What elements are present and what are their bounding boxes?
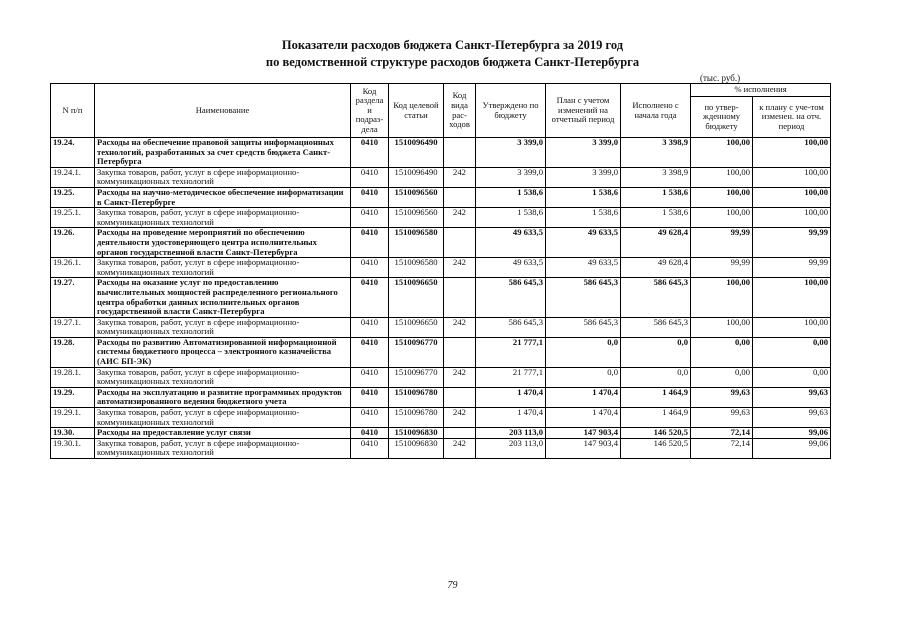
cell-done: 1 538,6 <box>621 208 691 228</box>
cell-vid: 242 <box>444 408 476 428</box>
cell-razdel: 0410 <box>351 278 389 317</box>
cell-statya: 1510096580 <box>389 258 444 278</box>
cell-razdel: 0410 <box>351 387 389 407</box>
cell-num: 19.26.1. <box>51 258 95 278</box>
cell-pct-plan: 100,00 <box>753 187 831 207</box>
cell-plan: 1 470,4 <box>546 387 621 407</box>
cell-vid <box>444 337 476 367</box>
cell-razdel: 0410 <box>351 337 389 367</box>
page-number: 79 <box>447 580 458 591</box>
cell-approved: 49 633,5 <box>476 228 546 258</box>
cell-approved: 586 645,3 <box>476 317 546 337</box>
cell-statya: 1510096770 <box>389 367 444 387</box>
cell-num: 19.28.1. <box>51 367 95 387</box>
cell-vid <box>444 428 476 439</box>
cell-name: Расходы на проведение мероприятий по обеспечению деятельности удостоверяющего центра исполнительных органов государственной власти Санкт-Петербурга <box>95 228 351 258</box>
cell-statya: 1510096830 <box>389 438 444 458</box>
cell-pct-plan: 99,06 <box>753 428 831 439</box>
cell-name: Расходы на предоставление услуг связи <box>95 428 351 439</box>
cell-done: 49 628,4 <box>621 258 691 278</box>
cell-pct-plan: 99,63 <box>753 408 831 428</box>
header-plan: План с учетом изменений на отчетный период <box>546 84 621 138</box>
cell-razdel: 0410 <box>351 367 389 387</box>
cell-approved: 49 633,5 <box>476 258 546 278</box>
header-pct-plan: к плану с уче-том изменен. на отч. период <box>753 97 831 138</box>
table-row <box>51 367 831 387</box>
cell-done: 146 520,5 <box>621 438 691 458</box>
cell-num: 19.28. <box>51 337 95 367</box>
cell-pct-budget: 72,14 <box>691 428 753 439</box>
table-row <box>51 387 831 407</box>
cell-vid <box>444 228 476 258</box>
cell-pct-plan: 99,06 <box>753 438 831 458</box>
cell-pct-budget: 100,00 <box>691 278 753 317</box>
cell-pct-budget: 100,00 <box>691 208 753 228</box>
cell-num: 19.27.1. <box>51 317 95 337</box>
cell-statya: 1510096560 <box>389 208 444 228</box>
cell-statya: 1510096770 <box>389 337 444 367</box>
cell-done: 586 645,3 <box>621 317 691 337</box>
cell-num: 19.30. <box>51 428 95 439</box>
cell-plan: 3 399,0 <box>546 138 621 168</box>
cell-approved: 203 113,0 <box>476 428 546 439</box>
cell-vid <box>444 278 476 317</box>
cell-num: 19.29. <box>51 387 95 407</box>
cell-vid: 242 <box>444 208 476 228</box>
cell-pct-budget: 72,14 <box>691 438 753 458</box>
cell-done: 146 520,5 <box>621 428 691 439</box>
document-title-line1: Показатели расходов бюджета Санкт-Петербурга за 2019 год <box>281 38 624 52</box>
cell-pct-budget: 99,63 <box>691 387 753 407</box>
cell-num: 19.30.1. <box>51 438 95 458</box>
units-label: (тыс. руб.) <box>700 73 741 83</box>
cell-plan: 586 645,3 <box>546 278 621 317</box>
expenses-table <box>50 83 831 459</box>
table-row <box>51 258 831 278</box>
cell-done: 1 464,9 <box>621 387 691 407</box>
cell-done: 586 645,3 <box>621 278 691 317</box>
cell-done: 0,0 <box>621 337 691 367</box>
cell-razdel: 0410 <box>351 167 389 187</box>
cell-pct-plan: 100,00 <box>753 167 831 187</box>
cell-statya: 1510096490 <box>389 167 444 187</box>
cell-vid: 242 <box>444 167 476 187</box>
cell-approved: 21 777,1 <box>476 337 546 367</box>
cell-approved: 586 645,3 <box>476 278 546 317</box>
cell-pct-plan: 99,63 <box>753 387 831 407</box>
cell-name: Закупка товаров, работ, услуг в сфере информационно-коммуникационных технологий <box>95 408 351 428</box>
cell-pct-budget: 100,00 <box>691 187 753 207</box>
cell-pct-plan: 99,99 <box>753 228 831 258</box>
cell-razdel: 0410 <box>351 208 389 228</box>
cell-name: Расходы на обеспечение правовой защиты информационных технологий, разработанных за счет средств бюджета Санкт-Петербурга <box>95 138 351 168</box>
header-razdel: Код раздела и подраз-дела <box>351 84 389 138</box>
table-row <box>51 167 831 187</box>
cell-approved: 1 538,6 <box>476 208 546 228</box>
table-row <box>51 138 831 168</box>
cell-plan: 1 538,6 <box>546 187 621 207</box>
cell-vid <box>444 138 476 168</box>
cell-approved: 1 470,4 <box>476 387 546 407</box>
cell-approved: 21 777,1 <box>476 367 546 387</box>
cell-approved: 3 399,0 <box>476 138 546 168</box>
header-vid: Код вида рас-ходов <box>444 84 476 138</box>
cell-name: Закупка товаров, работ, услуг в сфере информационно-коммуникационных технологий <box>95 208 351 228</box>
cell-statya: 1510096650 <box>389 317 444 337</box>
table-row <box>51 278 831 317</box>
document-title-line2: по ведомственной структуре расходов бюджета Санкт-Петербурга <box>265 55 640 69</box>
cell-pct-budget: 100,00 <box>691 138 753 168</box>
cell-name: Закупка товаров, работ, услуг в сфере информационно-коммуникационных технологий <box>95 438 351 458</box>
cell-vid: 242 <box>444 317 476 337</box>
cell-plan: 49 633,5 <box>546 228 621 258</box>
cell-plan: 1 470,4 <box>546 408 621 428</box>
cell-name: Закупка товаров, работ, услуг в сфере информационно-коммуникационных технологий <box>95 317 351 337</box>
cell-done: 1 464,9 <box>621 408 691 428</box>
table-row <box>51 187 831 207</box>
cell-plan: 147 903,4 <box>546 438 621 458</box>
table-row <box>51 228 831 258</box>
cell-done: 1 538,6 <box>621 187 691 207</box>
cell-pct-plan: 100,00 <box>753 208 831 228</box>
cell-done: 3 398,9 <box>621 167 691 187</box>
header-approved: Утверждено по бюджету <box>476 84 546 138</box>
cell-statya: 1510096490 <box>389 138 444 168</box>
cell-approved: 203 113,0 <box>476 438 546 458</box>
cell-plan: 49 633,5 <box>546 258 621 278</box>
cell-name: Закупка товаров, работ, услуг в сфере информационно-коммуникационных технологий <box>95 167 351 187</box>
cell-plan: 0,0 <box>546 367 621 387</box>
cell-vid: 242 <box>444 367 476 387</box>
cell-num: 19.24. <box>51 138 95 168</box>
cell-pct-budget: 99,99 <box>691 228 753 258</box>
cell-pct-plan: 100,00 <box>753 278 831 317</box>
cell-pct-budget: 0,00 <box>691 367 753 387</box>
cell-num: 19.26. <box>51 228 95 258</box>
header-name: Наименование <box>95 84 351 138</box>
cell-vid <box>444 387 476 407</box>
cell-pct-plan: 0,00 <box>753 367 831 387</box>
cell-statya: 1510096830 <box>389 428 444 439</box>
cell-pct-budget: 100,00 <box>691 167 753 187</box>
cell-plan: 0,0 <box>546 337 621 367</box>
header-pct-budget: по утвер-жденному бюджету <box>691 97 753 138</box>
cell-num: 19.27. <box>51 278 95 317</box>
cell-plan: 1 538,6 <box>546 208 621 228</box>
cell-pct-plan: 100,00 <box>753 317 831 337</box>
cell-pct-plan: 0,00 <box>753 337 831 367</box>
cell-done: 3 398,9 <box>621 138 691 168</box>
cell-name: Расходы на эксплуатацию и развитие программных продуктов автоматизированного ведения бюджетного учета <box>95 387 351 407</box>
cell-name: Закупка товаров, работ, услуг в сфере информационно-коммуникационных технологий <box>95 258 351 278</box>
cell-vid: 242 <box>444 258 476 278</box>
cell-pct-plan: 99,99 <box>753 258 831 278</box>
cell-statya: 1510096580 <box>389 228 444 258</box>
table-row <box>51 438 831 458</box>
cell-approved: 1 538,6 <box>476 187 546 207</box>
table-row <box>51 208 831 228</box>
cell-done: 0,0 <box>621 367 691 387</box>
table-row <box>51 337 831 367</box>
cell-razdel: 0410 <box>351 228 389 258</box>
header-pct-group: % исполнения <box>691 84 831 97</box>
cell-plan: 147 903,4 <box>546 428 621 439</box>
cell-statya: 1510096780 <box>389 387 444 407</box>
cell-pct-budget: 99,63 <box>691 408 753 428</box>
cell-pct-budget: 100,00 <box>691 317 753 337</box>
cell-num: 19.25. <box>51 187 95 207</box>
cell-plan: 586 645,3 <box>546 317 621 337</box>
cell-num: 19.29.1. <box>51 408 95 428</box>
header-done: Исполнено с начала года <box>621 84 691 138</box>
cell-pct-budget: 0,00 <box>691 337 753 367</box>
cell-approved: 3 399,0 <box>476 167 546 187</box>
cell-razdel: 0410 <box>351 408 389 428</box>
cell-done: 49 628,4 <box>621 228 691 258</box>
cell-approved: 1 470,4 <box>476 408 546 428</box>
cell-num: 19.24.1. <box>51 167 95 187</box>
cell-razdel: 0410 <box>351 428 389 439</box>
cell-name: Закупка товаров, работ, услуг в сфере информационно-коммуникационных технологий <box>95 367 351 387</box>
cell-razdel: 0410 <box>351 317 389 337</box>
cell-razdel: 0410 <box>351 187 389 207</box>
cell-vid <box>444 187 476 207</box>
cell-pct-plan: 100,00 <box>753 138 831 168</box>
table-row <box>51 317 831 337</box>
cell-num: 19.25.1. <box>51 208 95 228</box>
cell-name: Расходы на научно-методическое обеспечение информатизации в Санкт-Петербурге <box>95 187 351 207</box>
cell-razdel: 0410 <box>351 438 389 458</box>
header-num: N п/п <box>51 84 95 138</box>
cell-statya: 1510096560 <box>389 187 444 207</box>
cell-name: Расходы на оказание услуг по предоставлению вычислительных мощностей распределенного регионального центра обработки данных исполнительных органов государственной власти Санкт-Петербурга <box>95 278 351 317</box>
cell-pct-budget: 99,99 <box>691 258 753 278</box>
cell-razdel: 0410 <box>351 138 389 168</box>
header-statya: Код целевой статьи <box>389 84 444 138</box>
table-row <box>51 428 831 439</box>
table-row <box>51 408 831 428</box>
cell-vid: 242 <box>444 438 476 458</box>
cell-statya: 1510096650 <box>389 278 444 317</box>
cell-statya: 1510096780 <box>389 408 444 428</box>
cell-name: Расходы по развитию Автоматизированной информационной системы бюджетного процесса – электронного казначейства (АИС БП-ЭК) <box>95 337 351 367</box>
cell-plan: 3 399,0 <box>546 167 621 187</box>
cell-razdel: 0410 <box>351 258 389 278</box>
